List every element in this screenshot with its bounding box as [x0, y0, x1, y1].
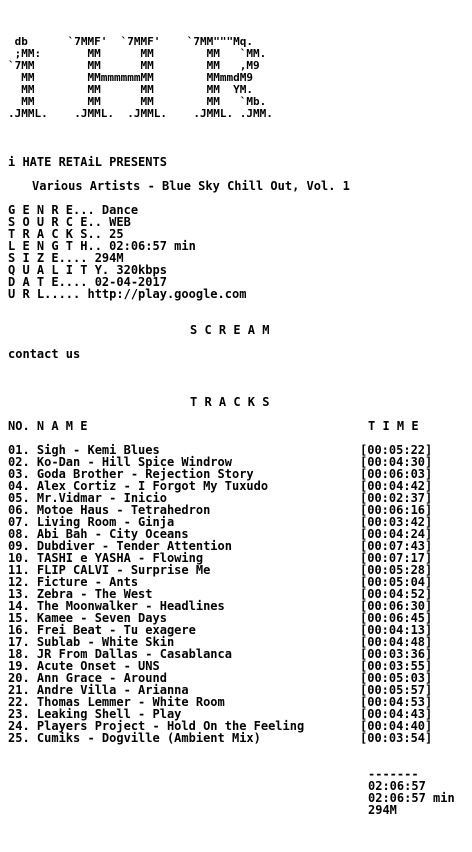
ascii-logo: db `7MMF' `7MMF' `7MM"""Mq. ;MM: MM MM MM `MM. `7MM MM MM MM ,M9 MM MMmmmmmmMM MMmmdM9 MM MM MM MM YM. MM MM MM MM `Mb. .JMML. .JMML. .JMML. .JMML. .JMM.: [8, 35, 273, 120]
info-source: S O U R C E.. WEB: [8, 215, 131, 229]
track-name: 23. Leaking Shell - Play: [8, 707, 182, 721]
track-name: 02. Ko-Dan - Hill Spice Windrow: [8, 455, 232, 469]
track-time: [00:04:40]: [360, 719, 433, 733]
track-name: 01. Sigh - Kemi Blues: [8, 443, 160, 457]
track-name: 04. Alex Cortiz - I Forgot My Tuxudo: [8, 479, 269, 493]
track-name: 25. Cumiks - Dogville (Ambient Mix): [8, 731, 261, 745]
track-time: [00:02:37]: [360, 491, 433, 505]
track-name: 18. JR From Dallas - Casablanca: [8, 647, 232, 661]
column-time: T I M E: [368, 419, 419, 433]
track-time: [00:04:43]: [360, 707, 433, 721]
track-name: 24. Players Project - Hold On the Feeling: [8, 719, 305, 733]
track-name: 21. Andre Villa - Arianna: [8, 683, 189, 697]
track-time: [00:07:43]: [360, 539, 433, 553]
release-info: [8, 204, 246, 300]
track-name: 03. Goda Brother - Rejection Story: [8, 467, 254, 481]
track-name: 05. Mr.Vidmar - Inicio: [8, 491, 167, 505]
info-tracks: T R A C K S.. 25: [8, 227, 124, 241]
release-title: Various Artists - Blue Sky Chill Out, Vol. 1: [32, 179, 350, 193]
track-time: [00:06:03]: [360, 467, 433, 481]
info-size: S I Z E.... 294M: [8, 251, 124, 265]
track-time: [00:04:30]: [360, 455, 433, 469]
track-name: 10. TASHI e YASHA - Flowing: [8, 551, 204, 565]
track-time: [00:05:57]: [360, 683, 433, 697]
track-name: 16. Frei Beat - Tu exagere: [8, 623, 196, 637]
track-time: [00:06:16]: [360, 503, 433, 517]
column-no-name: NO. N A M E: [8, 419, 88, 433]
tracks-heading: T R A C K S: [190, 395, 270, 409]
track-time: [00:04:52]: [360, 587, 433, 601]
totals-block: [368, 768, 455, 816]
track-time: [00:07:17]: [360, 551, 433, 565]
track-name: 14. The Moonwalker - Headlines: [8, 599, 225, 613]
track-name: 15. Kamee - Seven Days: [8, 611, 167, 625]
track-name: 22. Thomas Lemmer - White Room: [8, 695, 225, 709]
info-url: U R L..... http://play.google.com: [8, 287, 247, 301]
track-name: 08. Abi Bah - City Oceans: [8, 527, 189, 541]
track-time: [00:05:22]: [360, 443, 433, 457]
track-time: [00:05:03]: [360, 671, 433, 685]
track-list: [8, 444, 472, 744]
totals-separator: -------: [368, 767, 419, 781]
track-time: [00:04:13]: [360, 623, 433, 637]
total-length: 02:06:57 min: [368, 791, 455, 805]
total-size: 294M: [368, 803, 397, 817]
track-row: [8, 732, 472, 744]
track-time: [00:04:24]: [360, 527, 433, 541]
track-name: 13. Zebra - The West: [8, 587, 153, 601]
scream-heading: S C R E A M: [190, 323, 270, 337]
track-name: 20. Ann Grace - Around: [8, 671, 167, 685]
track-time: [00:06:30]: [360, 599, 433, 613]
track-time: [00:04:48]: [360, 635, 433, 649]
track-time: [00:04:53]: [360, 695, 433, 709]
track-name: 17. Sublab - White Skin: [8, 635, 175, 649]
track-name: 19. Acute Onset - UNS: [8, 659, 160, 673]
info-date: D A T E.... 02-04-2017: [8, 275, 167, 289]
track-time: [00:03:36]: [360, 647, 433, 661]
track-time: [00:05:28]: [360, 563, 433, 577]
track-time: [00:04:42]: [360, 479, 433, 493]
info-quality: Q U A L I T Y. 320kbps: [8, 263, 167, 277]
track-time: [00:03:42]: [360, 515, 433, 529]
track-name: 09. Dubdiver - Tender Attention: [8, 539, 232, 553]
track-name: 11. FLIP CALVI - Surprise Me: [8, 563, 211, 577]
info-length: L E N G T H.. 02:06:57 min: [8, 239, 196, 253]
total-time: 02:06:57: [368, 779, 426, 793]
track-name: 12. Ficture - Ants: [8, 575, 139, 589]
track-time: [00:05:04]: [360, 575, 433, 589]
track-time: [00:03:54]: [360, 731, 433, 745]
contact-us-link[interactable]: contact us: [8, 347, 81, 361]
track-name: 06. Motoe Haus - Tetrahedron: [8, 503, 211, 517]
track-time: [00:06:45]: [360, 611, 433, 625]
info-genre: G E N R E... Dance: [8, 203, 139, 217]
track-time: [00:03:55]: [360, 659, 433, 673]
presents-line: i HATE RETAiL PRESENTS: [8, 155, 167, 169]
track-name: 07. Living Room - Ginja: [8, 515, 175, 529]
